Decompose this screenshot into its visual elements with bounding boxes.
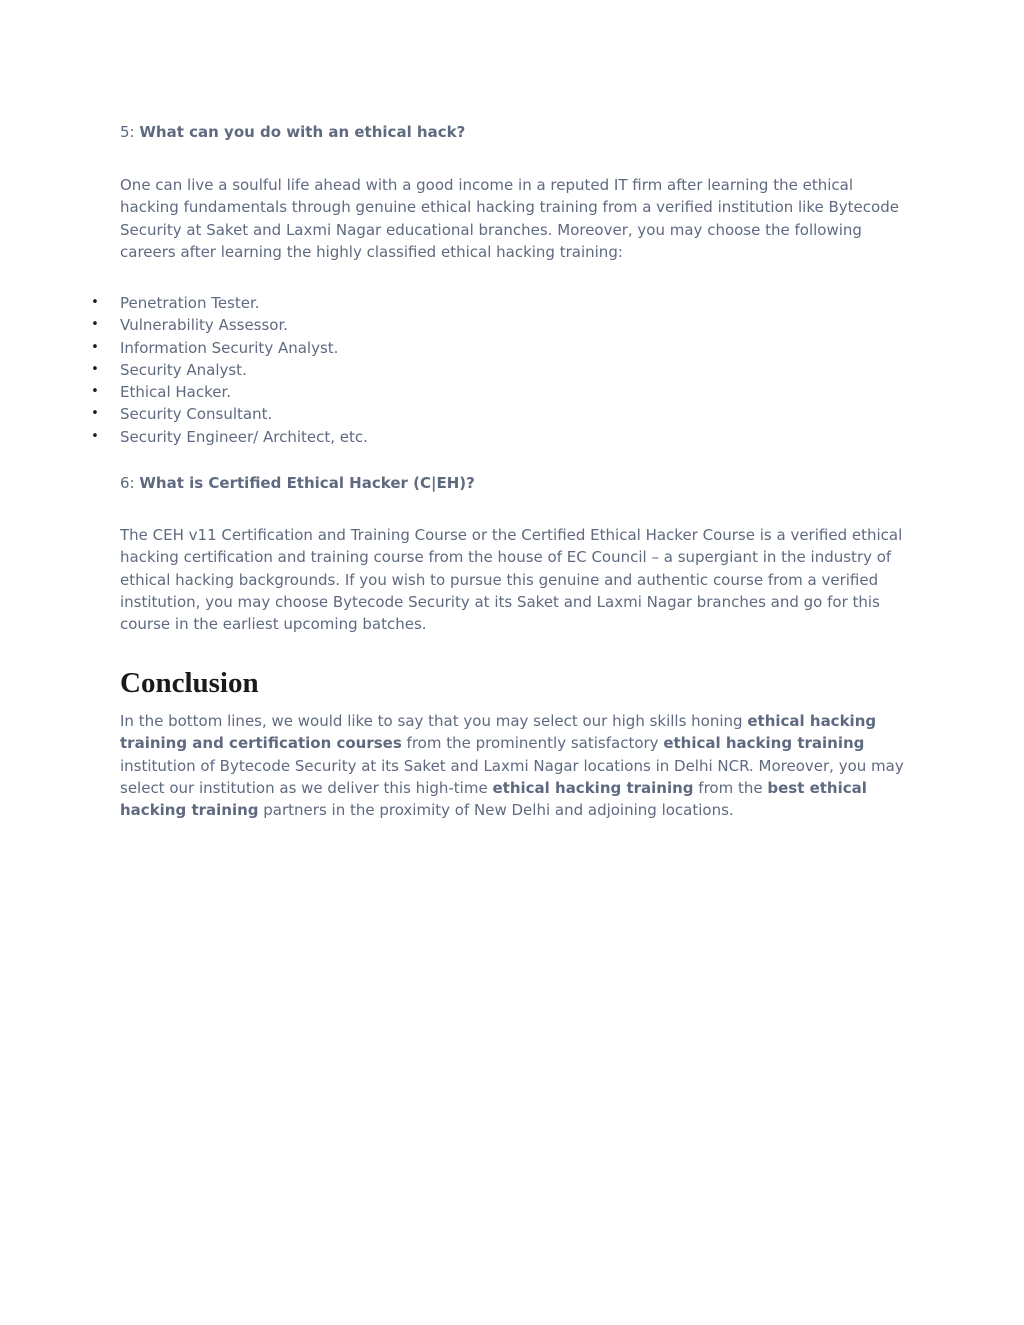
keyword-link: best ethical hacking training xyxy=(120,778,867,820)
bullet-icon: • xyxy=(91,428,99,444)
section-6-paragraph: The CEH v11 Certification and Training Course or the Certified Ethical Hacker Course is a verified ethical hacking certification and training course from the house of EC Council – a supergiant in the industry of ethical hacking backgrounds. If you wish to pursue this genuine and authentic course from a verified institution, you may choose Bytecode Security at its Saket and Laxmi Nagar branches and go for this course in the earliest upcoming batches. xyxy=(120,526,903,634)
bullet-icon: • xyxy=(91,406,99,422)
list-item: • Penetration Tester. xyxy=(120,292,910,314)
section-5-paragraph: One can live a soulful life ahead with a good income in a reputed IT firm after learning the ethical hacking fundamentals through genuine ethical hacking training from a verified institution like Bytecode Security at Saket and Laxmi Nagar educational branches. Moreover, you may choose the following careers after learning the highly classified ethical hacking training: xyxy=(120,176,899,261)
list-item: • Security Engineer/ Architect, etc. xyxy=(120,426,910,448)
keyword-link: ethical hacking training xyxy=(663,734,865,753)
conclusion-text: from the xyxy=(693,778,768,797)
bullet-icon: • xyxy=(91,339,99,355)
keyword-link: ethical hacking training xyxy=(492,778,694,797)
conclusion-text: In the bottom lines, we would like to say that you may select our high skills honing xyxy=(120,712,748,730)
list-item: • Vulnerability Assessor. xyxy=(120,314,910,336)
list-item: • Security Consultant. xyxy=(120,403,910,425)
question-text: What can you do with an ethical hack? xyxy=(139,123,466,141)
list-item: • Ethical Hacker. xyxy=(120,381,910,403)
keyword-link: ethical hacking training and certification courses xyxy=(120,712,877,753)
list-item: • Information Security Analyst. xyxy=(120,337,910,359)
question-text: What is Certified Ethical Hacker (C|EH)? xyxy=(139,474,475,492)
question-number: 5: xyxy=(120,123,135,141)
conclusion-paragraph xyxy=(120,710,910,821)
conclusion-text: partners in the proximity of New Delhi and adjoining locations. xyxy=(258,801,734,820)
list-item: • Security Analyst. xyxy=(120,359,910,381)
conclusion-heading: Conclusion xyxy=(120,667,259,699)
bullet-icon: • xyxy=(91,384,99,400)
question-6-heading xyxy=(120,472,475,494)
question-5-heading xyxy=(120,121,465,143)
question-number: 6: xyxy=(120,474,135,492)
bullet-icon: • xyxy=(91,295,99,310)
careers-list xyxy=(91,292,910,448)
bullet-icon: • xyxy=(91,317,99,333)
conclusion-text: institution of Bytecode Security at its Saket and Laxmi Nagar locations in Delhi NCR. Moreover, you may select our institution as we deliver this high-time xyxy=(120,756,904,797)
conclusion-text: from the prominently satisfactory xyxy=(401,734,664,753)
bullet-icon: • xyxy=(91,361,99,377)
